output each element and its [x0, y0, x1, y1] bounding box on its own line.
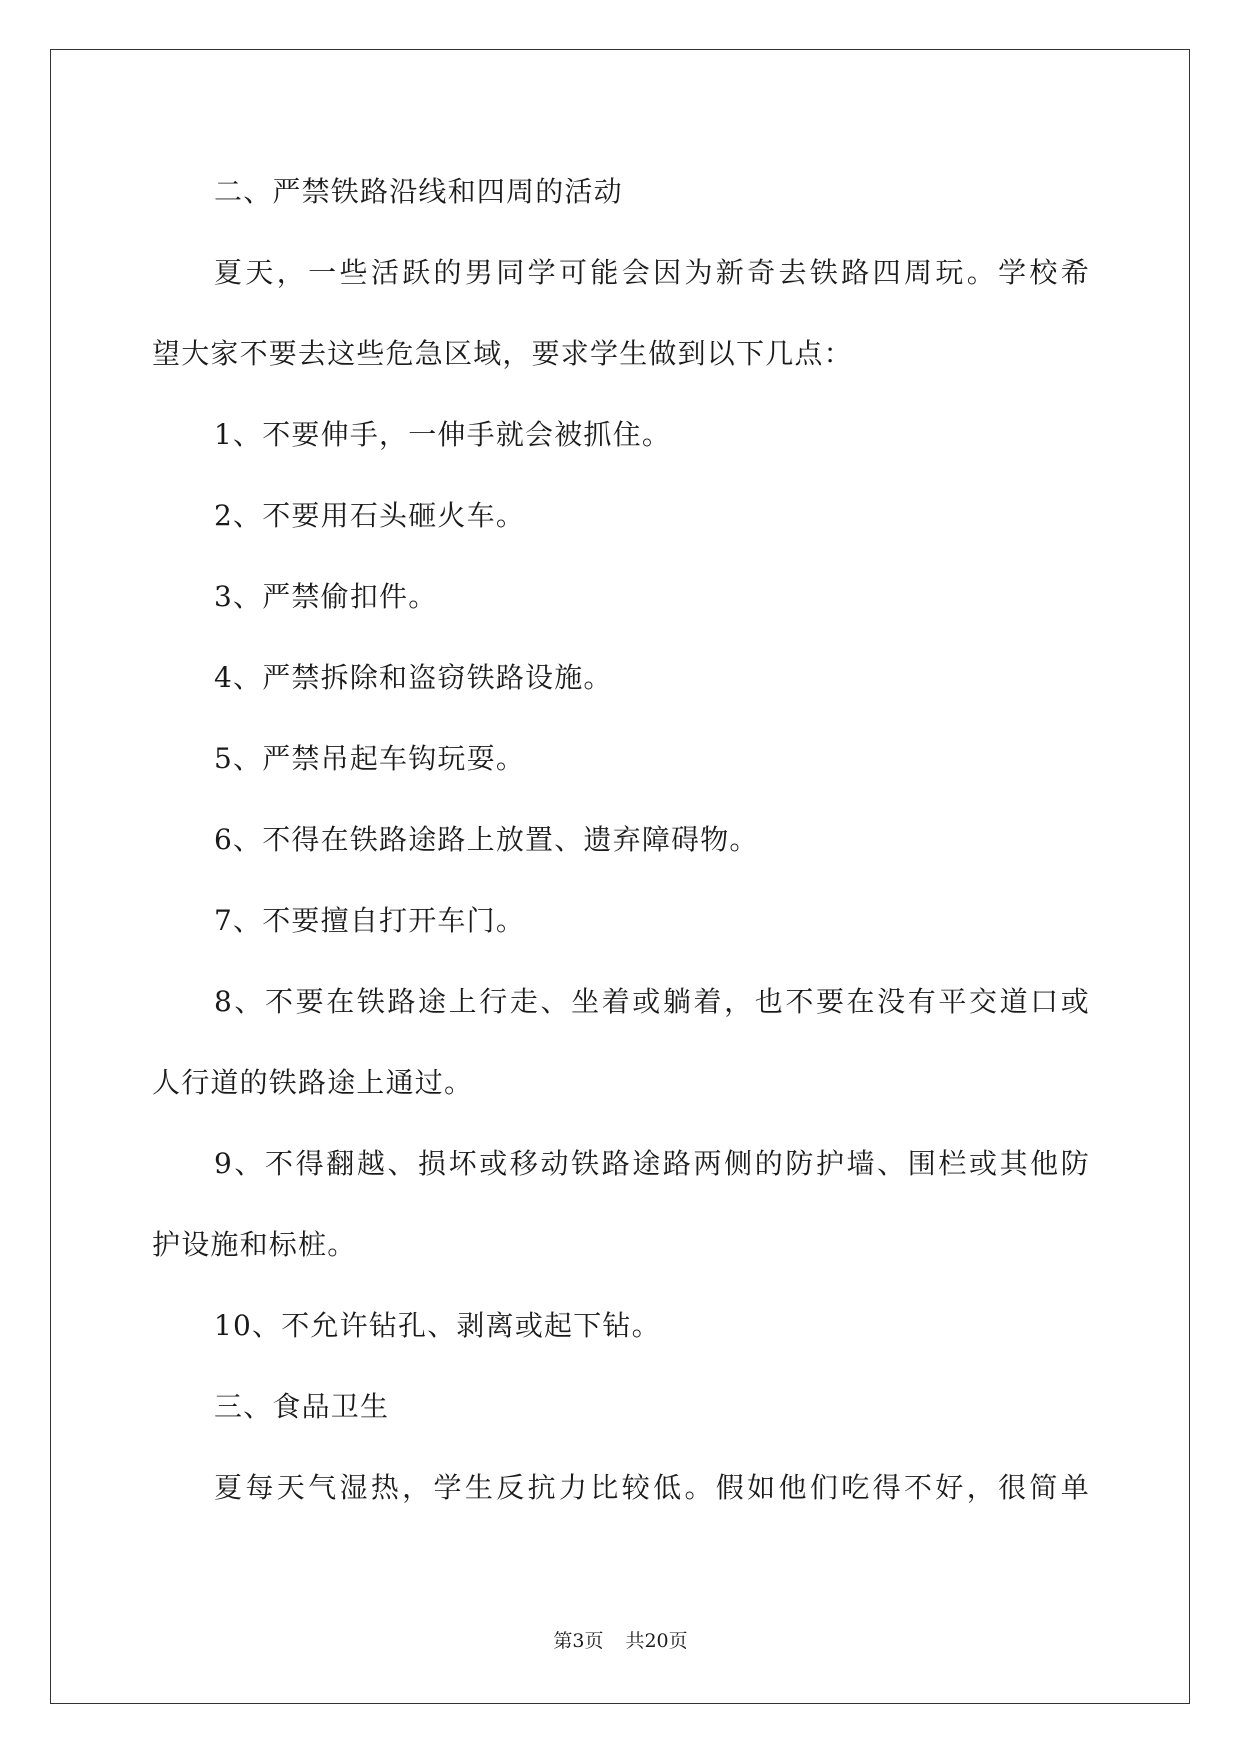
- list-item: 8、不要在铁路途上行走、坐着或躺着，也不要在没有平交道口或: [214, 985, 1090, 1018]
- list-item: 3、严禁偷扣件。: [214, 580, 438, 613]
- list-item: 4、严禁拆除和盗窃铁路设施。: [214, 661, 613, 694]
- list-item-continuation: 护设施和标桩。: [152, 1228, 357, 1261]
- list-item: 1、不要伸手，一伸手就会被抓住。: [214, 418, 672, 451]
- page-footer: [0, 1628, 1241, 1654]
- page-number-total: 共20页: [625, 1630, 688, 1652]
- section-heading: 二、严禁铁路沿线和四周的活动: [214, 175, 623, 208]
- paragraph-line: 夏天，一些活跃的男同学可能会因为新奇去铁路四周玩。学校希: [214, 256, 1090, 289]
- list-item: 6、不得在铁路途路上放置、遗弃障碍物。: [214, 823, 759, 856]
- page-border: [50, 49, 1190, 1704]
- paragraph-line: 夏每天气湿热，学生反抗力比较低。假如他们吃得不好，很简单: [214, 1471, 1090, 1504]
- list-item: 7、不要擅自打开车门。: [214, 904, 526, 937]
- paragraph-line: 望大家不要去这些危急区域，要求学生做到以下几点：: [152, 337, 853, 370]
- list-item: 2、不要用石头砸火车。: [214, 499, 526, 532]
- list-item-continuation: 人行道的铁路途上通过。: [152, 1066, 474, 1099]
- section-heading: 三、食品卫生: [214, 1390, 390, 1423]
- list-item: 9、不得翻越、损坏或移动铁路途路两侧的防护墙、围栏或其他防: [214, 1147, 1090, 1180]
- list-item: 10、不允许钻孔、剥离或起下钻。: [214, 1309, 661, 1342]
- list-item: 5、严禁吊起车钩玩耍。: [214, 742, 526, 775]
- page-number-current: 第3页: [553, 1630, 604, 1652]
